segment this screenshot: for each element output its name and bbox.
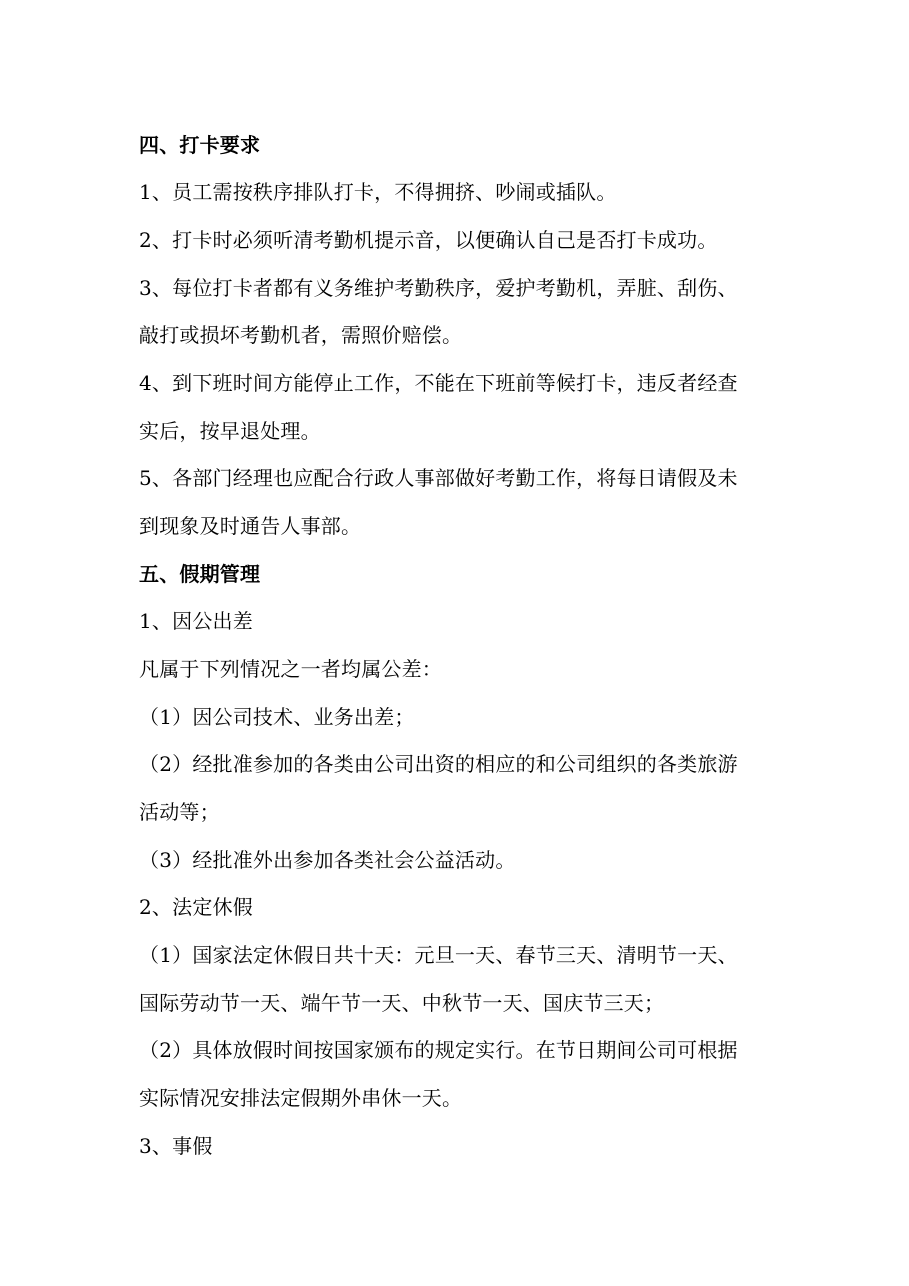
paragraph-line: 实际情况安排法定假期外串休一天。 xyxy=(139,1086,463,1110)
paragraph-line: 1、因公出差 xyxy=(139,609,253,633)
section-heading-leave-management: 五、假期管理 xyxy=(139,562,261,586)
list-item: （1）因公司技术、业务出差； xyxy=(139,705,415,729)
paragraph-line: 到现象及时通告人事部。 xyxy=(139,514,362,538)
paragraph-line: 1、员工需按秩序排队打卡，不得拥挤、吵闹或插队。 xyxy=(139,180,617,204)
list-item: （2）具体放假时间按国家颁布的规定实行。在节日期间公司可根据 xyxy=(139,1038,738,1062)
paragraph-line: 敲打或损坏考勤机者，需照价赔偿。 xyxy=(139,323,463,347)
paragraph-line: 3、每位打卡者都有义务维护考勤秩序，爱护考勤机，弄脏、刮伤、 xyxy=(139,276,738,300)
paragraph-line: 国际劳动节一天、端午节一天、中秋节一天、国庆节三天； xyxy=(139,991,665,1015)
paragraph-line: 2、打卡时必须听清考勤机提示音，以便确认自己是否打卡成功。 xyxy=(139,228,718,252)
paragraph-line: 4、到下班时间方能停止工作，不能在下班前等候打卡，违反者经查 xyxy=(139,371,738,395)
list-item: （1）国家法定休假日共十天：元旦一天、春节三天、清明节一天、 xyxy=(139,943,738,967)
paragraph-line: 3、事假 xyxy=(139,1134,213,1158)
paragraph-line: 5、各部门经理也应配合行政人事部做好考勤工作，将每日请假及未 xyxy=(139,466,738,490)
paragraph-line: 2、法定休假 xyxy=(139,895,253,919)
paragraph-line: 实后，按早退处理。 xyxy=(139,419,321,443)
paragraph-line: 活动等； xyxy=(139,800,220,824)
list-item: （3）经批准外出参加各类社会公益活动。 xyxy=(139,848,516,872)
list-item: （2）经批准参加的各类由公司出资的相应的和公司组织的各类旅游 xyxy=(139,752,738,776)
paragraph-line: 凡属于下列情况之一者均属公差： xyxy=(139,657,442,681)
section-heading-clock-in-requirements: 四、打卡要求 xyxy=(139,133,261,157)
